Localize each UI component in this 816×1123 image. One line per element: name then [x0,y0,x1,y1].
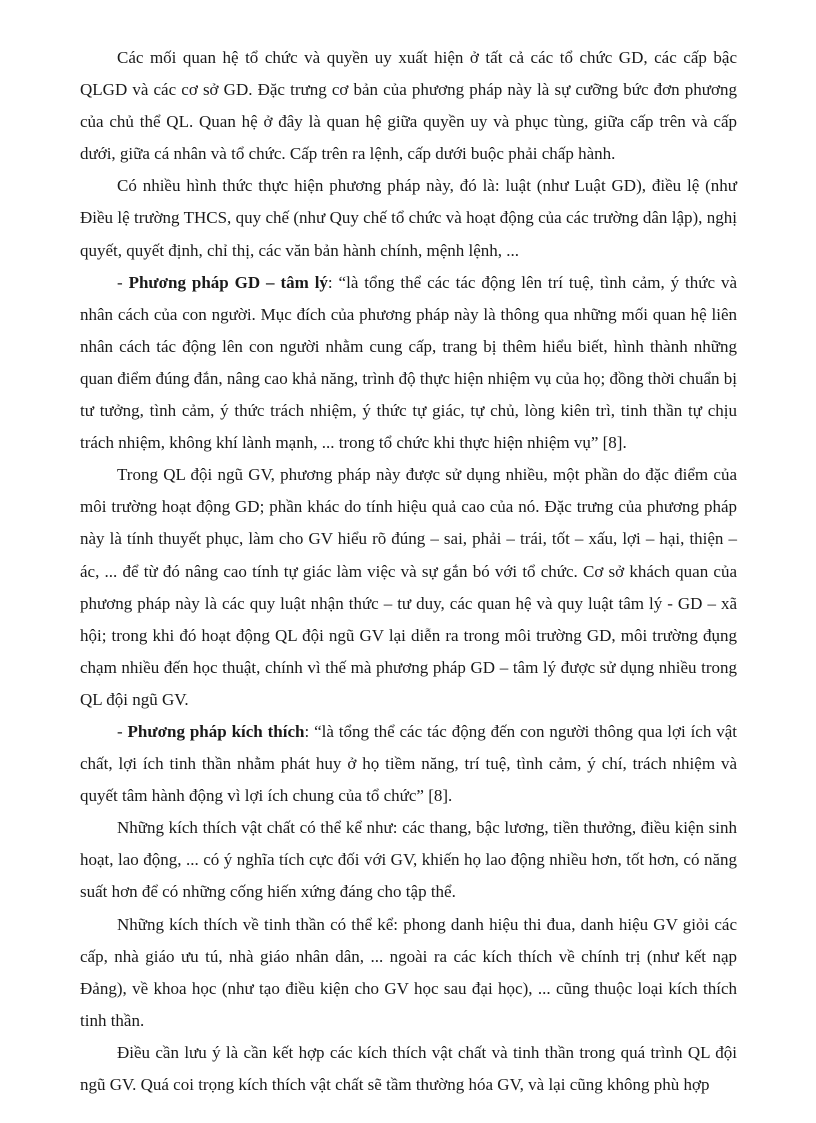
paragraph-org-relations: Các mối quan hệ tổ chức và quyền uy xuất hiện ở tất cả các tổ chức GD, các cấp bậc QLGD và các cơ sở GD. Đặc trưng cơ bản của phương pháp này là sự cưỡng bức đơn phương của chủ thể QL. Quan hệ ở đây là quan hệ giữa quyền uy và phục tùng, giữa cấp trên và cấp dưới, giữa cá nhân và tổ chức. Cấp trên ra lệnh, cấp dưới buộc phải chấp hành. [80,48,737,164]
paragraph-combine-incentives: Điều cần lưu ý là cần kết hợp các kích thích vật chất và tinh thần trong quá trình QL đội ngũ GV. Quá coi trọng kích thích vật chất sẽ tầm thường hóa GV, và lại cũng không phù hợp [80,1042,737,1094]
psych-method-body: : “là tổng thể các tác động lên trí tuệ, tình cảm, ý thức và nhân cách của con người. Mục đích của phương pháp này là thông qua những mối quan hệ liên nhân cách tác động lên con người nhằm cung cấp, trang bị thêm hiểu biết, hình thành những quan điểm đúng đắn, nâng cao khả năng, trình độ thực hiện nhiệm vụ của họ; đồng thời chuẩn bị tư tưởng, tình cảm, ý thức trách nhiệm, ý thức tự giác, tự chủ, lòng kiên trì, tinh thần tự chịu trách nhiệm, không khí lành mạnh, ... trong tổ chức khi thực hiện nhiệm vụ” [8]. [80,272,737,453]
document-page [80,42,737,1101]
incentive-method-body: : “là tổng thể các tác động đến con người thông qua lợi ích vật chất, lợi ích tinh thần nhằm phát huy ở họ tiềm năng, trí tuệ, tình cảm, ý chí, trách nhiệm và quyết tâm hành động vì lợi ích chung của tổ chức” [8]. [80,721,737,806]
paragraph-incentive-method [80,716,737,812]
paragraph-material-incentives: Những kích thích vật chất có thể kể như: các thang, bậc lương, tiền thưởng, điều kiện sinh hoạt, lao động, ... có ý nghĩa tích cực đối với GV, khiến họ lao động nhiều hơn, tốt hơn, có năng suất hơn để có những cống hiến xứng đáng cho tập thể. [80,818,737,902]
paragraph-spiritual-incentives: Những kích thích về tinh thần có thể kể: phong danh hiệu thi đua, danh hiệu GV giỏi các cấp, nhà giáo ưu tú, nhà giáo nhân dân, ... ngoài ra các kích thích về chính trị (như kết nạp Đảng), về khoa học (như tạo điều kiện cho GV học sau đại học), ... cũng thuộc loại kích thích tinh thần. [80,914,737,1030]
incentive-method-heading: Phương pháp kích thích [127,721,305,741]
paragraph-psych-method [80,267,737,460]
psych-method-heading: Phương pháp GD – tâm lý [128,272,328,292]
bullet-prefix: - [117,721,128,741]
paragraph-implementation-forms: Có nhiều hình thức thực hiện phương pháp này, đó là: luật (như Luật GD), điều lệ (như Điều lệ trường THCS, quy chế (như Quy chế tổ chức và hoạt động của các trường dân lập), nghị quyết, quyết định, chỉ thị, các văn bản hành chính, mệnh lệnh, ... [80,176,737,260]
bullet-prefix: - [117,272,129,292]
paragraph-teacher-management: Trong QL đội ngũ GV, phương pháp này được sử dụng nhiều, một phần do đặc điểm của môi trường hoạt động GD; phần khác do tính hiệu quả cao của nó. Đặc trưng của phương pháp này là tính thuyết phục, làm cho GV hiểu rõ đúng – sai, phải – trái, tốt – xấu, lợi – hại, thiện – ác, ... để từ đó nâng cao tính tự giác làm việc và sự gắn bó với tổ chức. Cơ sở khách quan của phương pháp này là các quy luật nhận thức – tư duy, các quan hệ và quy luật tâm lý - GD – xã hội; trong khi đó hoạt động QL đội ngũ GV lại diễn ra trong môi trường GD, môi trường đụng chạm nhiều đến học thuật, chính vì thế mà phương pháp GD – tâm lý được sử dụng nhiều trong QL đội ngũ GV. [80,465,737,709]
